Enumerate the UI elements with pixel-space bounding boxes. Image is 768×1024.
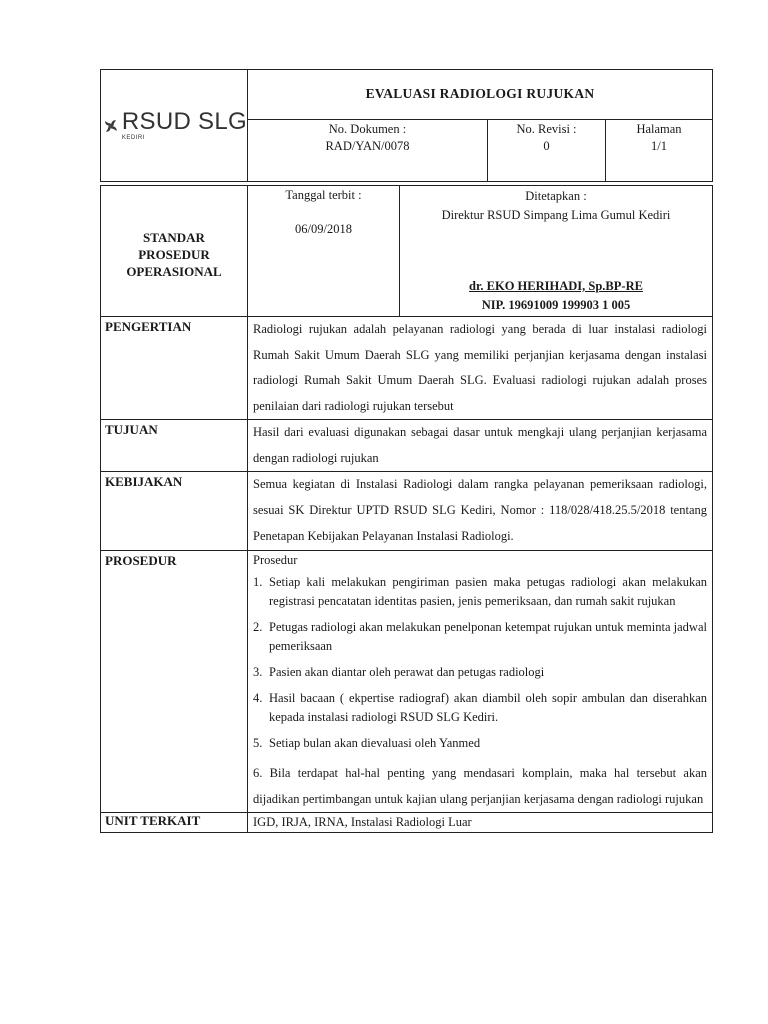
revision-cell (488, 120, 606, 182)
sop-label-cell (101, 186, 248, 317)
kebijakan-label: KEBIJAKAN (101, 472, 248, 550)
sop-label-line3: OPERASIONAL (126, 263, 222, 279)
tujuan-label: TUJUAN (101, 420, 248, 472)
issue-date-label: Tanggal terbit : (285, 188, 362, 202)
approval-label: Ditetapkan : (525, 189, 587, 203)
approval-authority: Direktur RSUD Simpang Lima Gumul Kediri (441, 208, 671, 222)
prosedur-step-2: 2. Petugas radiologi akan melakukan penelponan ketempat rujukan untuk meminta jadwal pemeriksaan (253, 619, 707, 653)
unit-label: UNIT TERKAIT (101, 812, 248, 832)
prosedur-steps (253, 573, 707, 812)
prosedur-step-1: 1. Setiap kali melakukan pengiriman pasien maka petugas radiologi akan melakukan registrasi pencatatan identitas pasien, jenis pemeriksaan, dan rumah sakit rujukan (253, 574, 707, 608)
page-label: Halaman (636, 122, 682, 136)
rsud-emblem-icon (103, 106, 119, 146)
prosedur-step-6: 6. Bila terdapat hal-hal penting yang mendasari komplain, maka hal tersebut akan dijadikan pertimbangan untuk kajian ulang perjanjian kerjasama dengan radiologi rujukan (253, 765, 708, 806)
revision-value: 0 (543, 139, 550, 153)
logo-cell (101, 70, 248, 182)
unit-text: IGD, IRJA, IRNA, Instalasi Radiologi Luar (248, 812, 713, 832)
hospital-logo (101, 106, 247, 146)
issue-date-value: 06/09/2018 (295, 222, 352, 236)
page-value: 1/1 (651, 139, 667, 153)
doc-number-cell (248, 120, 488, 182)
sop-document (100, 69, 712, 833)
sop-label-line1: STANDAR (143, 229, 205, 245)
prosedur-intro: Prosedur (253, 552, 298, 567)
prosedur-body (248, 550, 713, 812)
kebijakan-text: Semua kegiatan di Instalasi Radiologi dalam rangka pelayanan pemeriksaan radiologi, sesuai SK Direktur UPTD RSUD SLG Kediri, Nomor : 118/028/418.25.5/2018 tentang Penetapan Kebijakan Pelayanan Instalasi Radiologi. (248, 472, 713, 550)
revision-label: No. Revisi : (516, 122, 577, 136)
signer-nip: NIP. 19691009 199903 1 005 (481, 298, 631, 312)
tujuan-text: Hasil dari evaluasi digunakan sebagai dasar untuk mengkaji ulang perjanjian kerjasama dengan radiologi rujukan (248, 420, 713, 472)
prosedur-step-4: 4. Hasil bacaan ( ekpertise radiograf) akan diambil oleh sopir ambulan dan diserahkan kepada instalasi radiologi RSUD SLG Kediri. (253, 690, 707, 724)
logo-subtitle: KEDIRI (121, 135, 145, 141)
sop-label-line2: PROSEDUR (138, 246, 210, 262)
prosedur-step-5: 5. Setiap bulan akan dievaluasi oleh Yanmed (253, 735, 481, 750)
approval-cell (400, 186, 713, 317)
pengertian-label: PENGERTIAN (101, 317, 248, 420)
signer-name: dr. EKO HERIHADI, Sp.BP-RE (469, 279, 643, 293)
doc-number-label: No. Dokumen : (328, 122, 407, 136)
prosedur-label: PROSEDUR (101, 550, 248, 812)
prosedur-step-3: 3. Pasien akan diantar oleh perawat dan petugas radiologi (253, 664, 545, 679)
doc-number-value: RAD/YAN/0078 (325, 139, 410, 153)
issue-date-cell (248, 186, 400, 317)
logo-name: RSUD SLG (121, 108, 247, 135)
pengertian-text: Radiologi rujukan adalah pelayanan radiologi yang berada di luar instalasi radiologi Rumah Sakit Umum Daerah SLG yang memiliki perjanjian kerjasama dengan instalasi radiologi Rumah Sakit Umum Daerah SLG. Evaluasi radiologi rujukan adalah proses penilaian dari radiologi rujukan tersebut (248, 317, 713, 420)
header-table (100, 69, 713, 182)
document-title: EVALUASI RADIOLOGI RUJUKAN (248, 70, 713, 120)
page-cell (606, 120, 713, 182)
sop-table (100, 185, 713, 833)
